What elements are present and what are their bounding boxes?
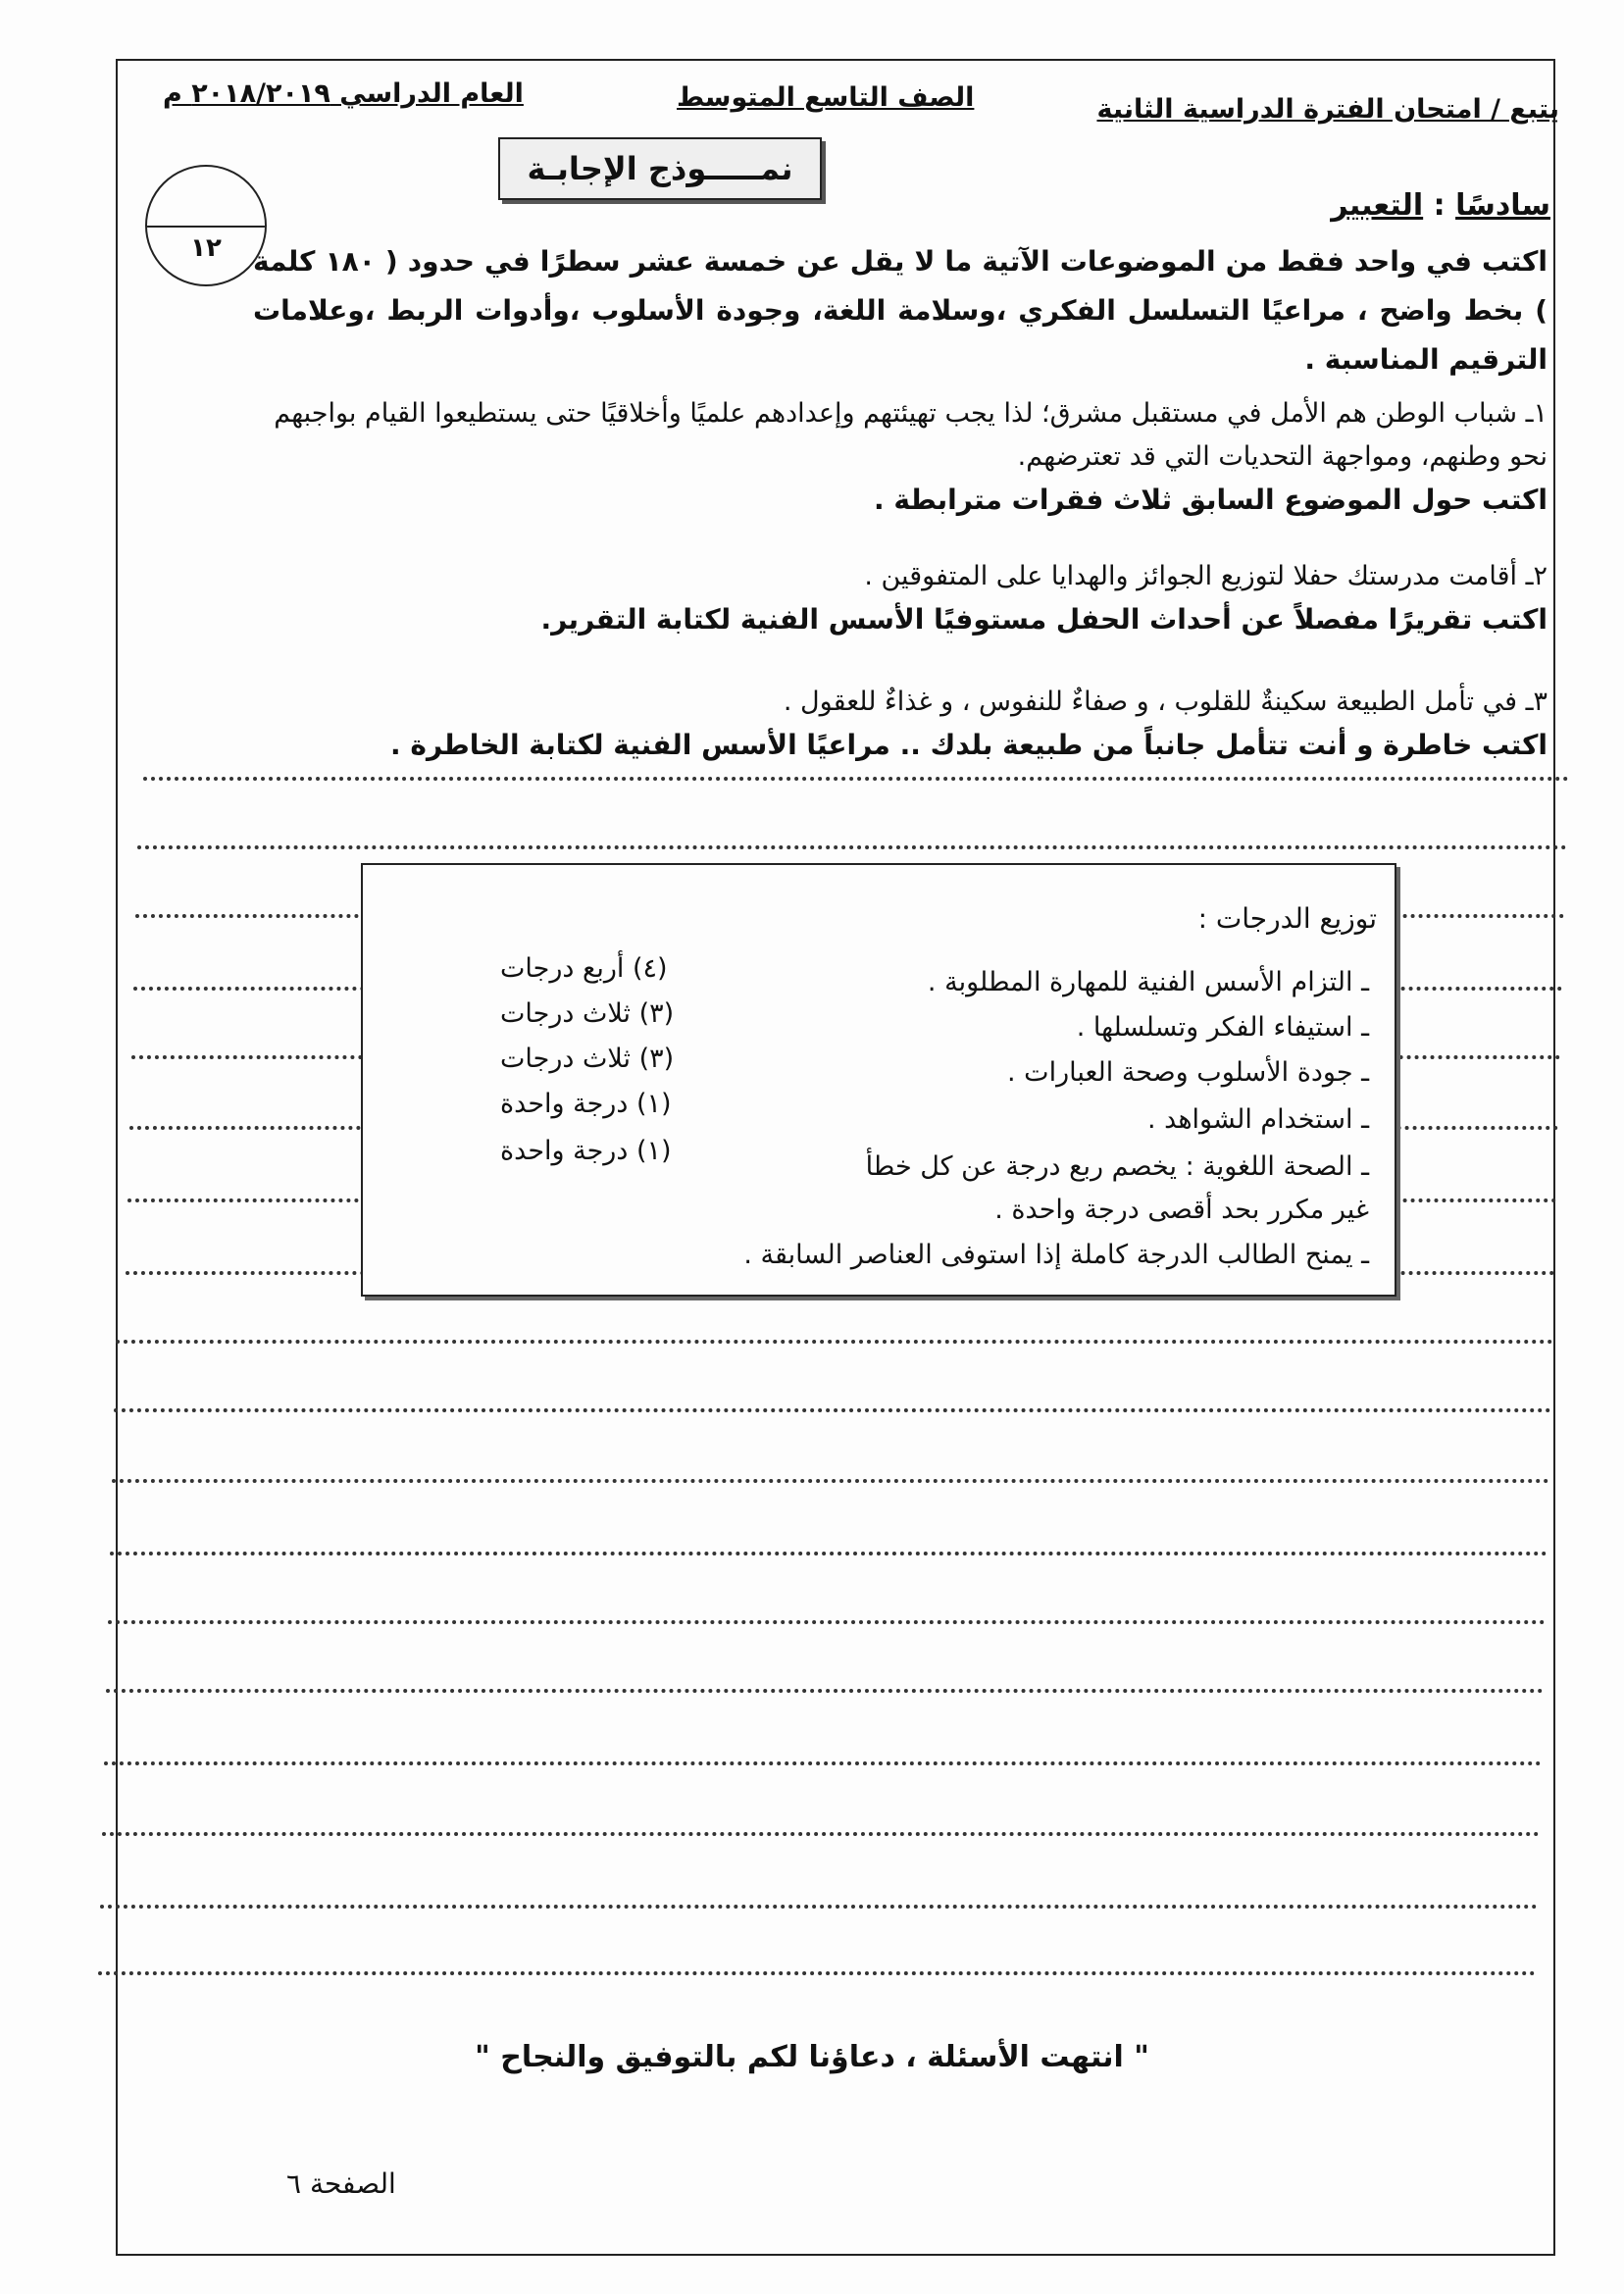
topic-1-text: ١ـ شباب الوطن هم الأمل في مستقبل مشرق؛ لذا يجب تهيئتهم وإعدادهم علميًا وأخلاقيًا حتى يستطيعوا القيام بواجبهم نحو وطنهم، ومواجهة التحديات التي قد تعترضهم. — [274, 398, 1548, 472]
score-value: ١٢ — [190, 233, 222, 263]
grading-criterion: ـ استخدام الشواهد . — [1146, 1104, 1369, 1135]
answer-line — [102, 1832, 1540, 1836]
topic-3-task: اكتب خاطرة و أنت تتأمل جانباً من طبيعة بلدك .. مراعيًا الأسس الفنية لكتابة الخاطرة . — [390, 729, 1548, 761]
score-divider — [147, 226, 265, 228]
answer-line — [98, 1971, 1536, 1975]
answer-line — [110, 1552, 1548, 1555]
answer-line — [114, 1408, 1551, 1412]
grading-points: (١) درجة واحدة — [500, 1089, 672, 1119]
topic-3 — [233, 681, 1548, 767]
grading-criterion: ـ جودة الأسلوب وصحة العبارات . — [1007, 1057, 1369, 1088]
answer-line — [112, 1479, 1549, 1483]
grading-points: (١) درجة واحدة — [500, 1136, 672, 1166]
section-instructions: اكتب في واحد فقط من الموضوعات الآتية ما لا يقل عن خمسة عشر سطرًا في حدود ( ١٨٠ كلمة ) بخط واضح ، مراعيًا التسلسل الفكري ،وسلامة اللغة، وجودة الأسلوب ،وأدوات الربط ،وعلامات الترقيم المناسبة . — [253, 245, 1548, 376]
section-number: سادسًا — [1455, 188, 1550, 223]
grading-box — [361, 863, 1396, 1297]
grading-points: (٤) أربع درجات — [500, 953, 668, 984]
topic-1-task: اكتب حول الموضوع السابق ثلاث فقرات مترابطة . — [874, 484, 1548, 516]
academic-year: العام الدراسي ٢٠١٨/٢٠١٩ م — [163, 78, 524, 109]
answer-line — [100, 1905, 1538, 1909]
topic-1 — [233, 392, 1548, 522]
topic-2-text: ٢ـ أقامت مدرستك حفلا لتوزيع الجوائز والهدايا على المتفوقين . — [864, 561, 1548, 591]
topic-2-task: اكتب تقريرًا مفصلاً عن أحداث الحفل مستوفيًا الأسس الفنية لكتابة التقرير. — [540, 603, 1548, 636]
grading-criterion: ـ استيفاء الفكر وتسلسلها . — [1076, 1012, 1369, 1043]
model-answer-label — [498, 137, 822, 200]
grading-criterion: ـ الصحة اللغوية : يخصم ربع درجة عن كل خطأ — [865, 1151, 1369, 1182]
grading-final-note: ـ يمنح الطالب الدرجة كاملة إذا استوفى العناصر السابقة . — [743, 1240, 1369, 1270]
page-number: الصفحة ٦ — [286, 2167, 396, 2200]
answer-line — [143, 777, 1569, 781]
grading-note-continuation: غير مكرر بحد أقصى درجة واحدة . — [994, 1195, 1369, 1225]
score-circle — [145, 165, 267, 286]
topic-2 — [233, 555, 1548, 641]
model-answer-text: نمـــــوذج الإجابـة — [527, 150, 793, 187]
grade-label: الصف التاسع المتوسط — [677, 82, 975, 113]
topic-3-text: ٣ـ في تأمل الطبيعة سكينةٌ للقلوب ، و صفاءٌ للنفوس ، و غذاءٌ للعقول . — [783, 687, 1548, 717]
exam-title: يتبع / امتحان الفترة الدراسية الثانية — [1096, 94, 1559, 125]
grading-title: توزيع الدرجات : — [1197, 902, 1377, 935]
grading-points: (٣) ثلاث درجات — [500, 1044, 675, 1074]
answer-line — [137, 845, 1567, 849]
answer-line — [104, 1761, 1542, 1765]
grading-points: (٣) ثلاث درجات — [500, 998, 675, 1029]
closing-message: " انتهت الأسئلة ، دعاؤنا لكم بالتوفيق والنجاح " — [475, 2040, 1149, 2074]
answer-line — [116, 1340, 1553, 1344]
section-heading: سادسًا : التعبير — [1331, 188, 1550, 223]
grading-criterion: ـ التزام الأسس الفنية للمهارة المطلوبة . — [927, 967, 1369, 997]
answer-line — [108, 1620, 1546, 1624]
answer-line — [106, 1689, 1544, 1693]
section-title: التعبير — [1331, 188, 1424, 223]
